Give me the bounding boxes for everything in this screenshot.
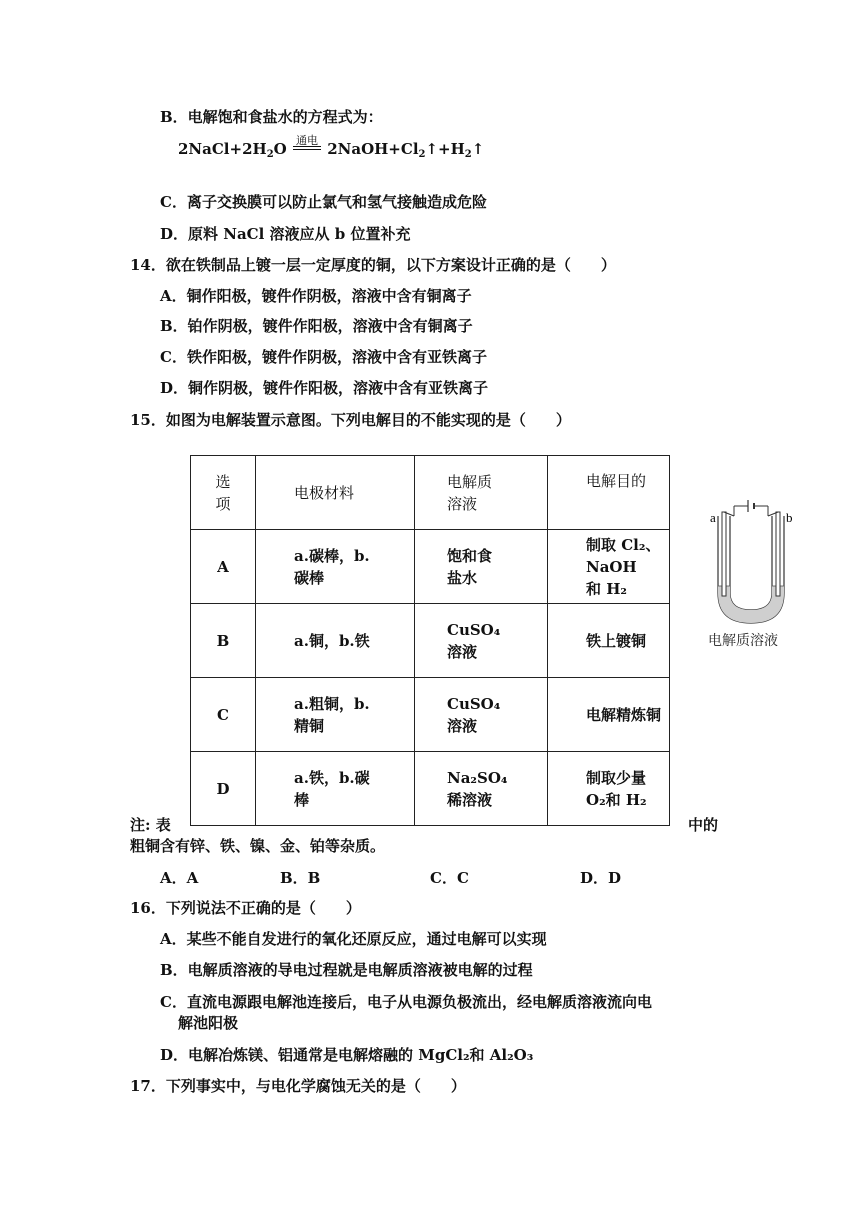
label-b: b: [786, 510, 793, 525]
row-material: [256, 530, 415, 604]
note-line2: 粗铜含有锌、铁、镍、金、铂等杂质。: [130, 837, 386, 855]
row-solution-line1: Na₂SO₄: [447, 768, 508, 787]
q13-option-d: D．原料 NaCl 溶液应从 b 位置补充: [160, 225, 411, 243]
row-material-line1: a.碳棒，b.: [294, 546, 370, 565]
row-solution: [415, 604, 548, 678]
eq-condition-text: 通电: [295, 134, 318, 147]
eq-right-sub1: 2: [418, 149, 426, 160]
note-left: 注: 表: [130, 816, 171, 834]
eq-right-sub2: 2: [464, 149, 472, 160]
eq-double-bar: [293, 146, 321, 150]
q15-choice-b: B．B: [280, 869, 321, 887]
row-option: A: [191, 530, 256, 604]
u-tube-inner: [730, 516, 772, 610]
row-solution-line2: 溶液: [447, 716, 478, 735]
q14-option-b: B．铂作阴极，镀件作阳极，溶液中含有铜离子: [160, 317, 473, 335]
row-purpose-line1: 电解精炼铜: [586, 705, 662, 724]
row-material: [256, 752, 415, 826]
row-purpose-line1: 制取 Cl₂、NaOH: [586, 535, 661, 576]
eq-left-tail: O: [273, 140, 287, 158]
table-row: [191, 604, 670, 678]
row-option: D: [191, 752, 256, 826]
electrode-a: [722, 512, 726, 596]
row-solution-line1: CuSO₄: [447, 620, 501, 639]
row-solution: [415, 530, 548, 604]
row-purpose: [548, 530, 670, 604]
row-solution: [415, 752, 548, 826]
table-row: [191, 678, 670, 752]
row-material: [256, 678, 415, 752]
electrolysis-table: [190, 455, 670, 826]
row-material: [256, 604, 415, 678]
q16-option-b: B．电解质溶液的导电过程就是电解质溶液被电解的过程: [160, 961, 533, 979]
header-purpose: [548, 456, 670, 530]
table-header-row: [191, 456, 670, 530]
row-option: C: [191, 678, 256, 752]
q16-stem: 16．下列说法不正确的是（ ）: [130, 899, 361, 917]
q16-option-a: A．某些不能自发进行的氧化还原反应，通过电解可以实现: [160, 930, 547, 948]
header-solution-line1: 电解质: [447, 472, 493, 491]
table-row: [191, 530, 670, 604]
row-solution: [415, 678, 548, 752]
eq-condition: [292, 134, 322, 154]
electrode-b: [776, 512, 780, 596]
q14-option-d: D．铜作阴极，镀件作阳极，溶液中含有亚铁离子: [160, 379, 489, 397]
row-solution-line2: 盐水: [447, 568, 478, 587]
row-material-line2: 棒: [294, 790, 310, 809]
header-option: [191, 456, 256, 530]
header-solution-line2: 溶液: [447, 494, 478, 513]
row-purpose-line2: 和 H₂: [586, 579, 627, 598]
row-material-line2: 碳棒: [294, 568, 325, 587]
header-purpose-text: 电解目的: [586, 472, 647, 490]
eq-right-3: ↑: [471, 140, 485, 158]
q15-stem: 15．如图为电解装置示意图。下列电解目的不能实现的是（ ）: [130, 411, 571, 429]
q15-choice-a: A．A: [160, 869, 199, 887]
row-solution-line1: 饱和食: [447, 546, 493, 565]
q13-option-b: B．电解饱和食盐水的方程式为：: [160, 108, 383, 126]
row-solution-line1: CuSO₄: [447, 694, 501, 713]
eq-left: 2NaCl+2H: [178, 140, 267, 158]
row-material-line1: a.铜，b.铁: [294, 631, 370, 650]
q15-choice-c: C．C: [430, 869, 469, 887]
header-material-text: 电极材料: [294, 483, 355, 502]
q14-option-a: A．铜作阳极，镀件作阴极，溶液中含有铜离子: [160, 287, 472, 305]
q16-option-c-line2: 解池阳极: [178, 1014, 239, 1032]
row-option: B: [191, 604, 256, 678]
figure-caption: 电解质溶液: [708, 633, 778, 649]
header-option-line2: 项: [215, 494, 231, 513]
table-row: [191, 752, 670, 826]
row-material-line1: a.粗铜，b.: [294, 694, 370, 713]
row-purpose-line1: 制取少量 O₂和 H₂: [586, 768, 647, 809]
row-solution-line2: 稀溶液: [447, 790, 493, 809]
row-purpose: [548, 678, 670, 752]
row-purpose-line1: 铁上镀铜: [586, 631, 647, 650]
row-solution-line2: 溶液: [447, 642, 478, 661]
label-a: a: [710, 510, 716, 525]
q14-option-c: C．铁作阳极，镀件作阴极，溶液中含有亚铁离子: [160, 348, 487, 366]
u-tube-electrolysis-figure: [706, 498, 806, 628]
row-material-line2: 精铜: [294, 716, 325, 735]
q13-option-c: C．离子交换膜可以防止氯气和氢气接触造成危险: [160, 193, 487, 211]
note-right: 中的: [688, 816, 719, 834]
row-purpose: [548, 604, 670, 678]
header-option-line1: 选: [215, 472, 231, 491]
q17-stem: 17．下列事实中，与电化学腐蚀无关的是（ ）: [130, 1077, 466, 1095]
header-material: [256, 456, 415, 530]
header-solution: [415, 456, 548, 530]
eq-left-sub: 2: [266, 149, 274, 160]
q16-option-d: D．电解冶炼镁、铝通常是电解熔融的 MgCl₂和 Al₂O₃: [160, 1046, 534, 1064]
q14-stem: 14．欲在铁制品上镀一层一定厚度的铜，以下方案设计正确的是（ ）: [130, 256, 616, 274]
row-purpose: [548, 752, 670, 826]
q16-option-c-line1: C．直流电源跟电解池连接后，电子从电源负极流出，经电解质溶液流向电: [160, 993, 652, 1011]
electrolysis-equation: [178, 134, 485, 170]
eq-right-1: 2NaOH+Cl: [327, 140, 419, 158]
eq-right-2: ↑+H: [425, 140, 465, 158]
q15-choice-d: D．D: [580, 869, 622, 887]
row-material-line1: a.铁，b.碳: [294, 768, 370, 787]
